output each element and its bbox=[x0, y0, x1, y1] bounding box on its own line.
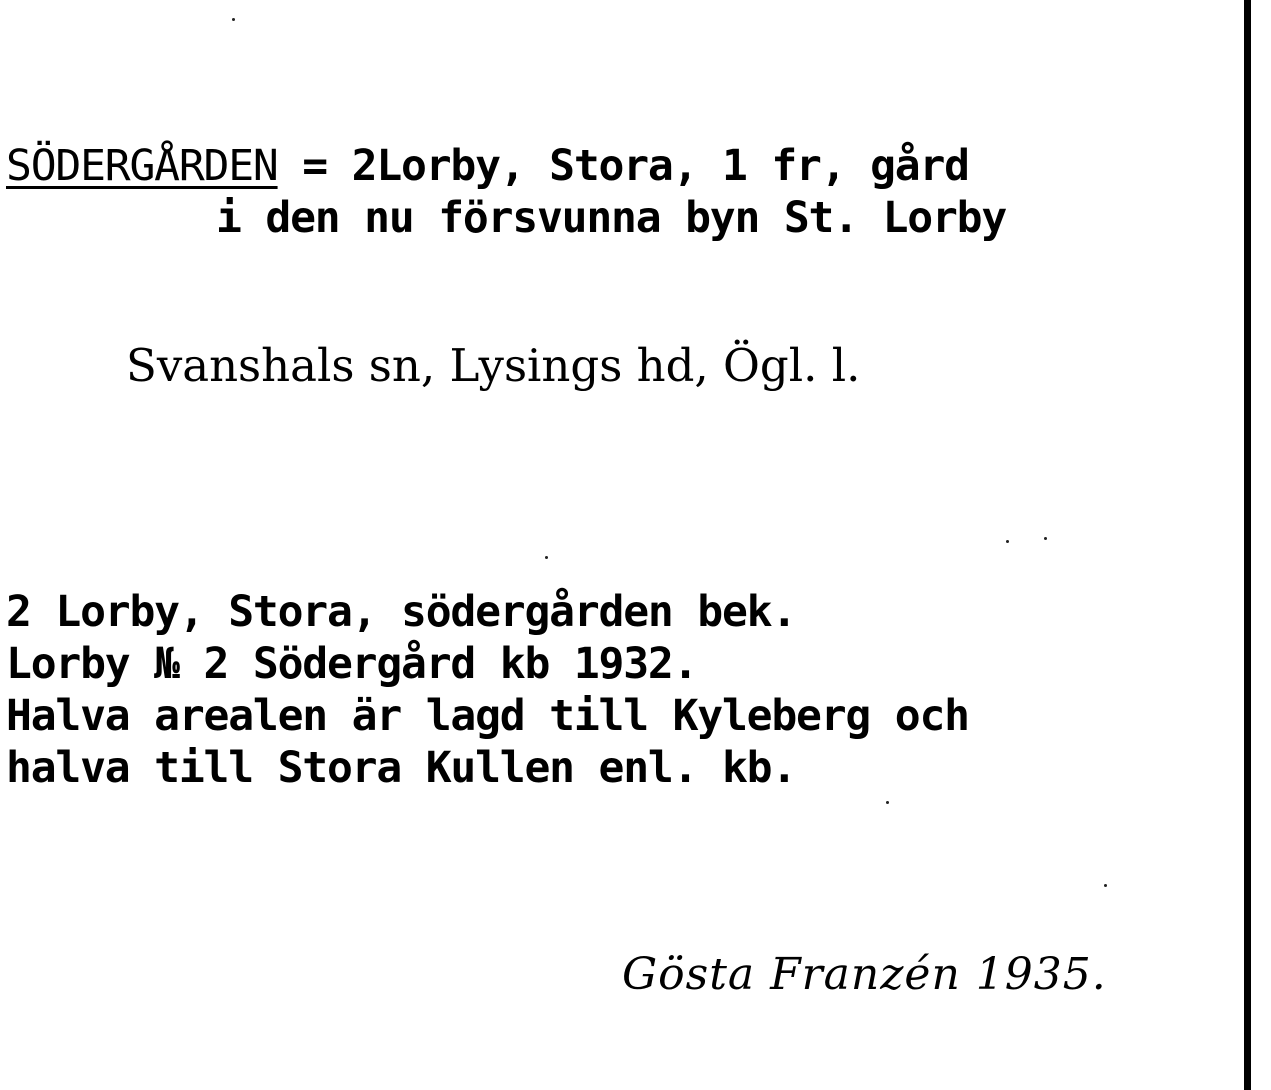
scan-speck bbox=[545, 556, 548, 559]
headword: SÖDERGÅRDEN bbox=[6, 141, 278, 191]
scan-speck bbox=[1006, 540, 1009, 543]
scan-speck bbox=[1044, 537, 1047, 540]
entry-heading-line-1 bbox=[6, 140, 969, 192]
signature: Gösta Franzén 1935. bbox=[622, 949, 1107, 1000]
notes-block bbox=[6, 586, 969, 794]
note-line: halva till Stora Kullen enl. kb. bbox=[6, 743, 797, 793]
location-line: Svanshals sn, Lysings hd, Ögl. l. bbox=[126, 339, 861, 392]
note-line: 2 Lorby, Stora, södergården bek. bbox=[6, 587, 797, 637]
heading-rest: = 2Lorby, Stora, 1 fr, gård bbox=[277, 141, 969, 191]
scan-speck bbox=[1104, 884, 1107, 887]
card-edge-border bbox=[1244, 0, 1251, 1090]
scan-speck bbox=[886, 801, 889, 804]
scan-speck bbox=[232, 18, 235, 21]
note-line: Halva arealen är lagd till Kyleberg och bbox=[6, 691, 969, 741]
note-line: Lorby № 2 Södergård kb 1932. bbox=[6, 639, 698, 689]
entry-heading-line-2: i den nu försvunna byn St. Lorby bbox=[216, 193, 1007, 243]
